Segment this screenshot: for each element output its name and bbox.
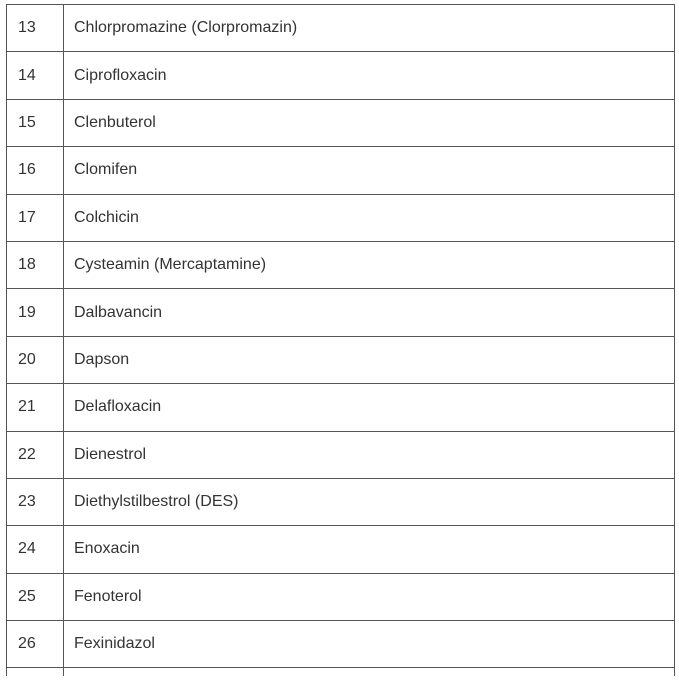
row-number: 14 [7,52,64,99]
row-number: 26 [7,621,64,668]
substance-name: Delafloxacin [64,384,675,431]
substance-name-empty [64,668,675,676]
substance-name: Dienestrol [64,431,675,478]
table-row [7,621,675,668]
row-number-empty [7,668,64,676]
row-number: 25 [7,573,64,620]
row-number: 13 [7,5,64,52]
substance-name: Ciprofloxacin [64,52,675,99]
table-row [7,384,675,431]
substance-name: Fexinidazol [64,621,675,668]
table-row [7,194,675,241]
substance-name: Clomifen [64,147,675,194]
table-row [7,241,675,288]
substance-table-container [6,4,675,676]
table-row-partial [7,668,675,676]
row-number: 15 [7,99,64,146]
substance-name: Dalbavancin [64,289,675,336]
substance-name: Enoxacin [64,526,675,573]
table-row [7,5,675,52]
substance-name: Chlorpromazine (Clorpromazin) [64,5,675,52]
row-number: 17 [7,194,64,241]
table-row [7,52,675,99]
table-row [7,431,675,478]
row-number: 21 [7,384,64,431]
table-row [7,99,675,146]
row-number: 22 [7,431,64,478]
row-number: 18 [7,241,64,288]
table-row [7,336,675,383]
row-number: 16 [7,147,64,194]
substance-table [6,4,675,676]
substance-name: Diethylstilbestrol (DES) [64,478,675,525]
row-number: 20 [7,336,64,383]
substance-name: Colchicin [64,194,675,241]
substance-name: Dapson [64,336,675,383]
row-number: 24 [7,526,64,573]
substance-name: Clenbuterol [64,99,675,146]
table-row [7,526,675,573]
table-row [7,573,675,620]
table-row [7,147,675,194]
substance-name: Fenoterol [64,573,675,620]
row-number: 23 [7,478,64,525]
substance-name: Cysteamin (Mercaptamine) [64,241,675,288]
row-number: 19 [7,289,64,336]
table-row [7,478,675,525]
table-row [7,289,675,336]
